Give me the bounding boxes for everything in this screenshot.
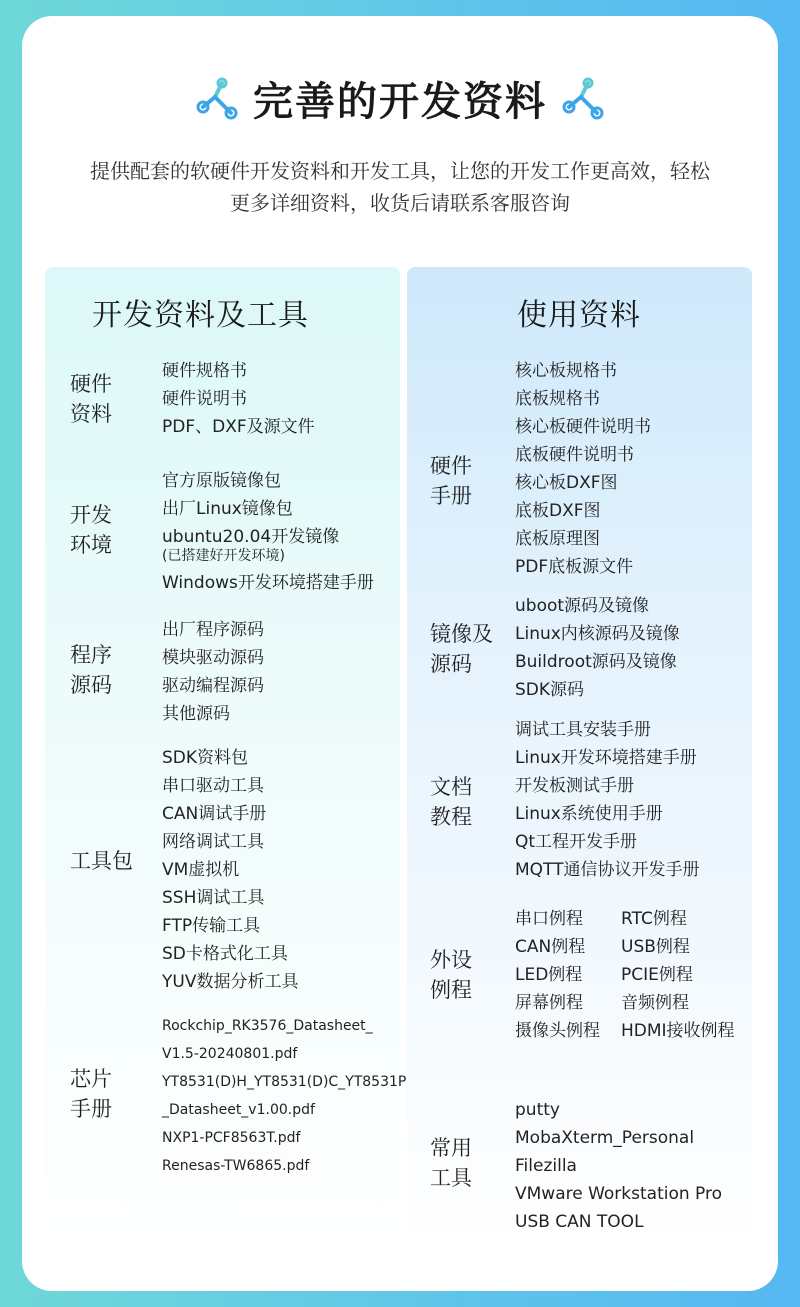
list-item: MQTT通信协议开发手册 — [515, 860, 700, 880]
category-label: 芯片 手册 — [70, 1067, 112, 1121]
list-item: Rockchip_RK3576_Datasheet_ — [162, 1018, 373, 1034]
list-item: 模块驱动源码 — [162, 648, 264, 668]
list-item: Windows开发环境搭建手册 — [162, 573, 374, 593]
list-item: VM虚拟机 — [162, 860, 240, 880]
list-item: 底板原理图 — [515, 529, 600, 549]
list-item: RTC例程 — [621, 909, 687, 929]
list-item: HDMI接收例程 — [621, 1021, 735, 1041]
list-item: 底板规格书 — [515, 389, 600, 409]
list-item: USB例程 — [621, 937, 690, 957]
category-label: 镜像及 源码 — [430, 622, 493, 676]
subtitle-line: 提供配套的软硬件开发资料和开发工具，让您的开发工作更高效，轻松 — [90, 159, 710, 183]
list-item: USB CAN TOOL — [515, 1212, 644, 1232]
list-item: LED例程 — [515, 965, 583, 985]
list-item: PCIE例程 — [621, 965, 693, 985]
category-label: 文档 教程 — [430, 775, 472, 829]
list-item: uboot源码及镜像 — [515, 596, 650, 616]
list-item: 串口驱动工具 — [162, 776, 264, 796]
list-item: 核心板规格书 — [515, 361, 617, 381]
right-panel-title: 使用资料 — [517, 298, 641, 333]
list-item: 出厂Linux镜像包 — [162, 499, 293, 519]
list-item: Renesas-TW6865.pdf — [162, 1158, 310, 1174]
list-item: Buildroot源码及镜像 — [515, 652, 677, 672]
category-label: 硬件 资料 — [70, 372, 112, 426]
list-item: YUV数据分析工具 — [162, 972, 299, 992]
item-list — [162, 467, 374, 597]
page-title: 完善的开发资料 — [253, 79, 547, 125]
list-item: 核心板DXF图 — [515, 473, 618, 493]
list-item: 底板硬件说明书 — [515, 445, 634, 465]
list-item: Linux系统使用手册 — [515, 804, 663, 824]
list-item: Filezilla — [515, 1156, 577, 1176]
list-item: putty — [515, 1100, 560, 1120]
list-item: Linux内核源码及镜像 — [515, 624, 680, 644]
list-item: 官方原版镜像包 — [162, 471, 281, 491]
list-item: 调试工具安装手册 — [515, 720, 651, 740]
item-list — [515, 357, 651, 581]
molecule-icon — [561, 77, 605, 121]
list-item: 硬件规格书 — [162, 361, 247, 381]
page-subtitle — [0, 155, 800, 219]
category-label: 工具包 — [70, 849, 133, 873]
category-label: 程序 源码 — [70, 643, 112, 697]
molecule-icon — [195, 77, 239, 121]
list-item: YT8531(D)H_YT8531(D)C_YT8531P — [162, 1074, 407, 1090]
list-item: SDK资料包 — [162, 748, 249, 768]
list-item: ubuntu20.04开发镜像 — [162, 527, 340, 547]
list-item: 网络调试工具 — [162, 832, 264, 852]
item-list — [515, 716, 700, 884]
list-item: 驱动编程源码 — [162, 676, 264, 696]
list-item: PDF、DXF及源文件 — [162, 417, 315, 437]
list-item: 屏幕例程 — [515, 993, 583, 1013]
list-item: Qt工程开发手册 — [515, 832, 638, 852]
list-item: 摄像头例程 — [515, 1021, 600, 1041]
list-item: CAN例程 — [515, 937, 586, 957]
list-item: NXP1-PCF8563T.pdf — [162, 1130, 301, 1146]
item-list — [515, 1096, 722, 1236]
category-label: 常用 工具 — [430, 1136, 472, 1190]
title-row — [0, 70, 800, 127]
item-list — [162, 744, 298, 996]
list-item: VMware Workstation Pro — [515, 1184, 723, 1204]
list-item: SD卡格式化工具 — [162, 944, 288, 964]
list-item: 音频例程 — [621, 993, 689, 1013]
list-item: Linux开发环境搭建手册 — [515, 748, 697, 768]
list-item: 核心板硬件说明书 — [515, 417, 651, 437]
list-item: SSH调试工具 — [162, 888, 265, 908]
item-list — [162, 616, 264, 728]
item-list — [162, 1012, 406, 1180]
list-item: CAN调试手册 — [162, 804, 267, 824]
category-label: 外设 例程 — [430, 948, 472, 1002]
list-item: 其他源码 — [162, 704, 230, 724]
list-item: 开发板测试手册 — [515, 776, 634, 796]
category-label: 硬件 手册 — [430, 454, 472, 508]
category-label: 开发 环境 — [70, 503, 112, 557]
list-item: V1.5-20240801.pdf — [162, 1046, 298, 1062]
item-list — [162, 357, 315, 441]
subtitle-line: 更多详细资料，收货后请联系客服咨询 — [230, 191, 570, 215]
left-panel-title: 开发资料及工具 — [92, 298, 309, 333]
list-item: PDF底板源文件 — [515, 557, 634, 577]
list-item: MobaXterm_Personal — [515, 1128, 695, 1148]
example-grid — [515, 905, 735, 1045]
list-item: FTP传输工具 — [162, 916, 261, 936]
list-item: _Datasheet_v1.00.pdf — [162, 1102, 315, 1118]
list-item: 底板DXF图 — [515, 501, 601, 521]
list-item: 硬件说明书 — [162, 389, 247, 409]
list-item: SDK源码 — [515, 680, 585, 700]
list-item: 串口例程 — [515, 909, 583, 929]
item-list — [515, 592, 680, 704]
list-item: 出厂程序源码 — [162, 620, 264, 640]
list-item-note: (已搭建好开发环境) — [162, 548, 285, 564]
